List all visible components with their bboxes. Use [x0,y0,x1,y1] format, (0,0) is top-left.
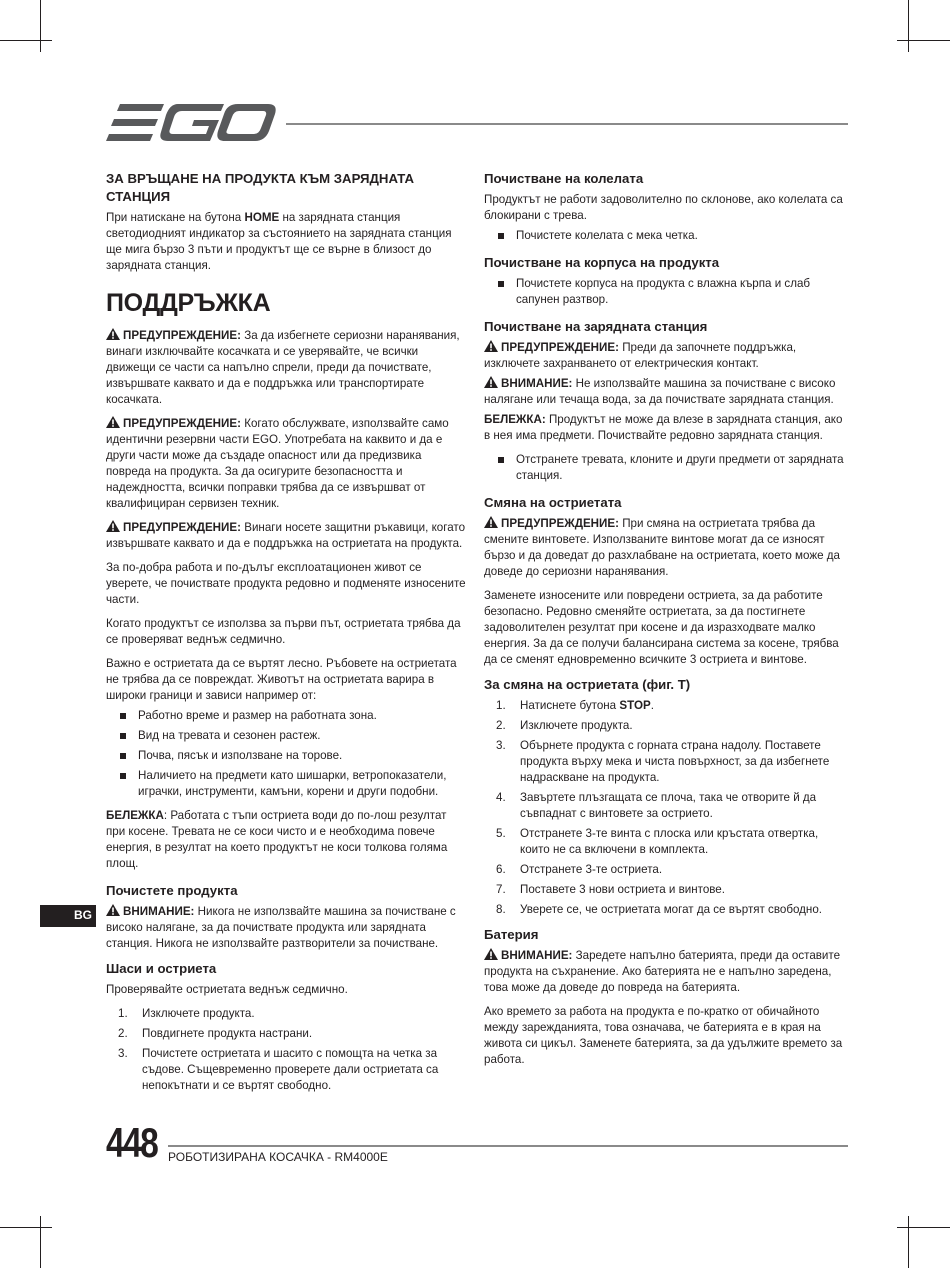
return-paragraph: При натискане на бутона HOME на зарядната станция светодиодният индикатор за състоянието на зарядната станция ще мига бързо 3 пъти и продуктът ще се върне в близост до зарядната станция. [106,211,452,272]
wheels-paragraph: Продуктът не работи задоволително по склонове, ако колелата са блокирани с трева. [484,193,843,222]
maintenance-paragraph: Когато продуктът се използва за първи път, остриетата трябва да се проверяват веднъж седмично. [106,617,461,646]
list-item: 6. Отстранете 3-те остриета. [496,863,663,876]
list-item: 5. Отстранете 3-те винта с плоска или кръстата отвертка, които не са включени в комплекта. [496,827,819,856]
language-tab [40,905,96,927]
list-item: 2. Изключете продукта. [496,719,633,732]
blades-warning: ПРЕДУПРЕЖДЕНИЕ: При смяна на остриетата трябва да смените винтовете. Използваните винтове могат да се износят бързо и да доведат до разхлабване на остриетата, което може да доведе до сериозни наранявания. [484,517,840,578]
return-heading: ЗА ВРЪЩАНЕ НА ПРОДУКТА КЪМ ЗАРЯДНАТА СТАНЦИЯ [106,171,415,204]
warning-icon [106,520,120,532]
battery-heading: Батерия [484,927,539,942]
clean-heading: Почистете продукта [106,883,238,898]
maintenance-paragraph: За по-добра работа и по-дълъг експлоатационен живот се уверете, че почиствате продукта редовно и подменяте износените части. [106,561,466,606]
list-item: Почва, пясък и използване на торове. [106,748,468,764]
station-note: БЕЛЕЖКА: Продуктът не може да влезе в зарядната станция, ако в нея има предмети. Почиствайте редовно зарядната станция. [484,413,843,442]
list-item: 3. Обърнете продукта с горната страна надолу. Поставете продукта върху мека и чиста повърхност, за да избегнете надраскване на продукта. [496,739,830,784]
list-item: Отстранете тревата, клоните и други предмети от зарядната станция. [484,452,848,484]
note-paragraph: БЕЛЕЖКА: Работата с тъпи остриета води до по-лош резултат при косене. Тревата не се коси чисто и е необходима повече енергия, в резултат на което продуктът не коси толкова голяма площ. [106,809,448,870]
list-item: Наличието на предмети като шишарки, ветропоказатели, играчки, инструменти, камъни, корени и други подобни. [106,768,468,800]
chassis-paragraph: Проверявайте остриетата веднъж седмично. [106,983,348,996]
crop-mark [897,40,950,41]
ego-logo [106,103,276,143]
warning-icon [484,948,498,960]
warning-2: ПРЕДУПРЕЖДЕНИЕ: Когато обслужвате, използвайте само идентични резервни части EGO. Употребата на каквито и да е други части може да създаде опасност или да предизвика повреда на продукта. За да осигурите безопасността и надеждността, всички поправки трябва да се извършват от квалифициран сервизен техник. [106,417,449,510]
warning-1: ПРЕДУПРЕЖДЕНИЕ: За да избегнете сериозни наранявания, винаги изключвайте косачката и се уверявайте, че всички движещи се части са напълно спрели, преди да почиствате, извършвате каквато и да е поддръжка или транспортирате косачката. [106,329,460,406]
chassis-steps [106,1006,468,1094]
blades-heading: Смяна на остриетата [484,495,622,510]
blade-factors-list [106,708,468,800]
list-item: 7. Поставете 3 нови остриета и винтове. [496,883,725,896]
footer-title: РОБОТИЗИРАНА КОСАЧКА - RM4000E [168,1150,388,1164]
warning-icon [106,904,120,916]
warning-icon [106,416,120,428]
list-item: Почистете колелата с мека четка. [484,228,848,244]
battery-paragraph: Ако времето за работа на продукта е по-кратко от обичайното между зарежданията, това означава, че батерията е в края на живота си цикъл. Заменете батерията, за да удължите времето за работа. [484,1005,843,1066]
list-item: 4. Завъртете плъзгащата се плоча, така че отворите й да съвпаднат с винтовете за острието. [496,791,817,820]
header-rule [286,123,848,125]
station-list [484,452,848,484]
left-column [106,170,468,1102]
station-heading: Почистване на зарядната станция [484,319,708,334]
replace-steps [484,698,848,918]
chassis-heading: Шаси и остриета [106,961,217,976]
station-warning: ПРЕДУПРЕЖДЕНИЕ: Преди да започнете поддръжка, изключете захранването от електрическия контакт. [484,341,797,370]
crop-mark [40,1216,41,1268]
maintenance-title: ПОДДРЪЖКА [106,289,271,317]
warning-icon [484,516,498,528]
crop-mark [897,1227,950,1228]
replace-heading: За смяна на остриетата (фиг. T) [484,677,691,692]
crop-mark [0,40,52,41]
battery-caution: ВНИМАНИЕ: Заредете напълно батерията, преди да оставите продукта на съхранение. Ако батерията не е напълно заредена, това може да доведе до повреда на батерията. [484,949,841,994]
warning-3: ПРЕДУПРЕЖДЕНИЕ: Винаги носете защитни ръкавици, когато извършвате каквато и да е поддръжка на остриетата на продукта. [106,521,466,550]
warning-icon [484,376,498,388]
language-code: BG [74,908,92,922]
list-item: 1. Натиснете бутона STOP. [496,699,654,712]
footer-rule [168,1145,848,1147]
crop-mark [40,0,41,52]
blades-paragraph: Заменете износените или повредени остриета, за да работите безопасно. Редовно сменяйте остриетата, за да постигнете задоволителен резултат при косене и да изразходвате малко енергия. За да се получи балансирана система за косене, трябва да се сменят едновременно всичките 3 остриета и винтове. [484,589,839,666]
maintenance-paragraph: Важно е остриетата да се въртят лесно. Ръбовете на остриетата не трябва да се повреждат. Животът на остриетата варира в широки граници и зависи например от: [106,657,457,702]
list-item: 1. Изключете продукта. [118,1007,255,1020]
list-item: 8. Уверете се, че остриетата могат да се въртят свободно. [496,903,823,916]
crop-mark [0,1227,52,1228]
crop-mark [908,1216,909,1268]
station-caution: ВНИМАНИЕ: Не използвайте машина за почистване с високо налягане или течаща вода, за да почиствате зарядната станция. [484,377,836,406]
list-item: Почистете корпуса на продукта с влажна кърпа и слаб сапунен разтвор. [484,276,848,308]
warning-icon [484,340,498,352]
right-column [484,170,848,1076]
list-item: Вид на тревата и сезонен растеж. [106,728,468,744]
wheels-list [484,228,848,244]
wheels-heading: Почистване на колелата [484,171,644,186]
body-heading: Почистване на корпуса на продукта [484,255,720,270]
caution-clean: ВНИМАНИЕ: Никога не използвайте машина за почистване с високо налягане, за да почиствате продукта или зарядната станция. Никога не използвайте разтворители за почистване. [106,905,456,950]
list-item: Работно време и размер на работната зона. [106,708,468,724]
warning-icon [106,328,120,340]
body-list [484,276,848,308]
page-number: 448 [106,1119,158,1166]
list-item: 2. Повдигнете продукта настрани. [118,1027,313,1040]
list-item: 3. Почистете остриетата и шасито с помощта на четка за съдове. Същевременно проверете дали остриетата са непокътнати и се въртят свободно. [118,1047,439,1092]
crop-mark [908,0,909,52]
